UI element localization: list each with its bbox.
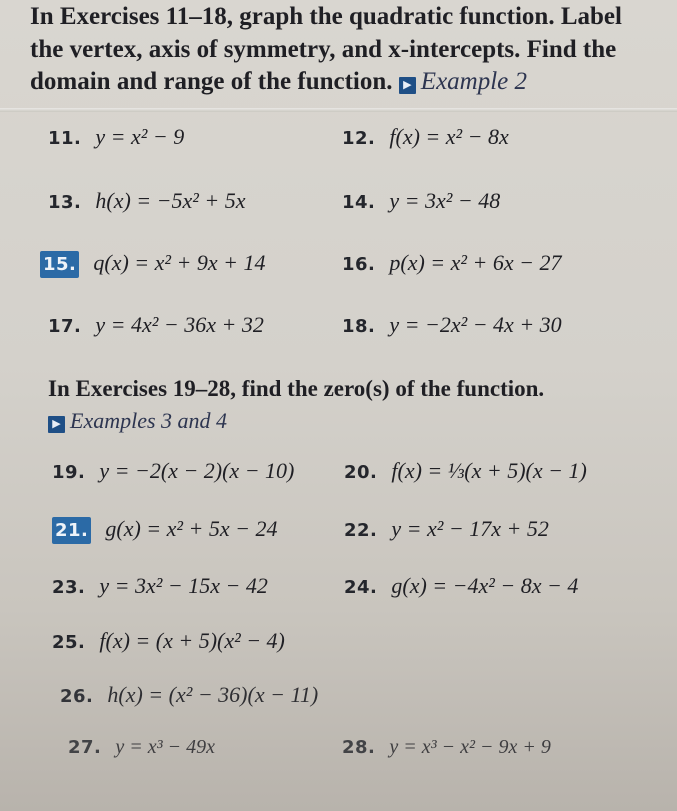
exercise-number: 17. — [48, 316, 82, 337]
exercise-20 — [344, 458, 587, 486]
exercise-equation: g(x) = −4x² − 8x − 4 — [391, 573, 579, 598]
section-divider — [0, 108, 677, 112]
exercise-number: 19. — [52, 462, 86, 483]
exercise-number-highlighted: 15. — [40, 251, 79, 278]
exercise-equation: y = x² − 9 — [95, 124, 185, 149]
exercise-equation: f(x) = x² − 8x — [389, 124, 509, 149]
exercise-equation: y = 3x² − 15x − 42 — [99, 573, 268, 598]
exercise-equation: q(x) = x² + 9x + 14 — [93, 250, 266, 275]
exercise-number: 24. — [344, 577, 378, 598]
section2-instructions: In Exercises 19–28, find the zero(s) of the function. — [48, 376, 545, 401]
exercise-equation: y = x³ − x² − 9x + 9 — [389, 736, 551, 758]
exercise-15 — [40, 250, 265, 278]
exercise-number: 16. — [342, 254, 376, 275]
play-arrow-icon: ▶ — [48, 416, 65, 433]
exercise-equation: g(x) = x² + 5x − 24 — [105, 516, 278, 541]
exercise-number: 25. — [52, 632, 86, 653]
exercise-equation: h(x) = (x² − 36)(x − 11) — [107, 682, 319, 707]
exercise-number: 13. — [48, 192, 82, 213]
exercise-19 — [52, 458, 294, 486]
exercise-16 — [342, 250, 561, 278]
exercise-equation: y = x² − 17x + 52 — [391, 516, 549, 541]
exercise-equation: p(x) = x² + 6x − 27 — [389, 250, 562, 275]
exercise-11 — [48, 124, 184, 152]
exercise-25 — [52, 628, 285, 656]
exercise-14 — [342, 188, 500, 216]
exercise-number: 18. — [342, 316, 376, 337]
section2-example-link[interactable] — [48, 408, 227, 433]
exercise-equation: y = x³ − 49x — [115, 736, 216, 758]
exercise-equation: y = −2x² − 4x + 30 — [389, 312, 562, 337]
exercise-number: 28. — [342, 737, 376, 758]
play-arrow-icon: ▶ — [399, 77, 416, 94]
section1-instructions-text: domain and range of the function. — [30, 68, 393, 95]
exercise-equation: f(x) = (x + 5)(x² − 4) — [99, 628, 285, 653]
exercise-equation: h(x) = −5x² + 5x — [95, 188, 246, 213]
exercise-22 — [344, 516, 549, 544]
section1-example-link[interactable] — [399, 68, 527, 95]
section2-example-line — [48, 406, 227, 436]
section1-example-label: Example 2 — [420, 68, 528, 95]
exercise-23 — [52, 573, 268, 601]
exercise-number: 26. — [60, 686, 94, 707]
exercise-number: 23. — [52, 577, 86, 598]
exercise-12 — [342, 124, 509, 152]
exercise-28 — [342, 734, 551, 761]
exercise-17 — [48, 312, 264, 340]
exercise-27 — [68, 734, 215, 761]
exercise-number: 22. — [344, 520, 378, 541]
exercise-number: 14. — [342, 192, 376, 213]
exercise-number: 27. — [68, 737, 102, 758]
exercise-13 — [48, 188, 245, 216]
section1-instructions-line-1: In Exercises 11–18, graph the quadratic function. Label — [30, 3, 622, 30]
exercise-equation: y = 4x² − 36x + 32 — [95, 312, 264, 337]
section1-instructions-line-3 — [30, 67, 527, 97]
exercise-21 — [52, 516, 277, 544]
section1-instructions-line-2: the vertex, axis of symmetry, and x-intercepts. Find the — [30, 36, 617, 63]
exercise-number: 11. — [48, 128, 82, 149]
exercise-24 — [344, 573, 578, 601]
exercise-equation: y = −2(x − 2)(x − 10) — [99, 458, 295, 483]
exercise-number-highlighted: 21. — [52, 517, 91, 544]
exercise-26 — [60, 682, 318, 710]
exercise-equation: y = 3x² − 48 — [389, 188, 501, 213]
exercise-18 — [342, 312, 562, 340]
section2-example-label: Examples 3 and 4 — [70, 408, 228, 433]
exercise-equation: f(x) = ⅓(x + 5)(x − 1) — [391, 458, 587, 483]
exercise-number: 12. — [342, 128, 376, 149]
exercise-number: 20. — [344, 462, 378, 483]
